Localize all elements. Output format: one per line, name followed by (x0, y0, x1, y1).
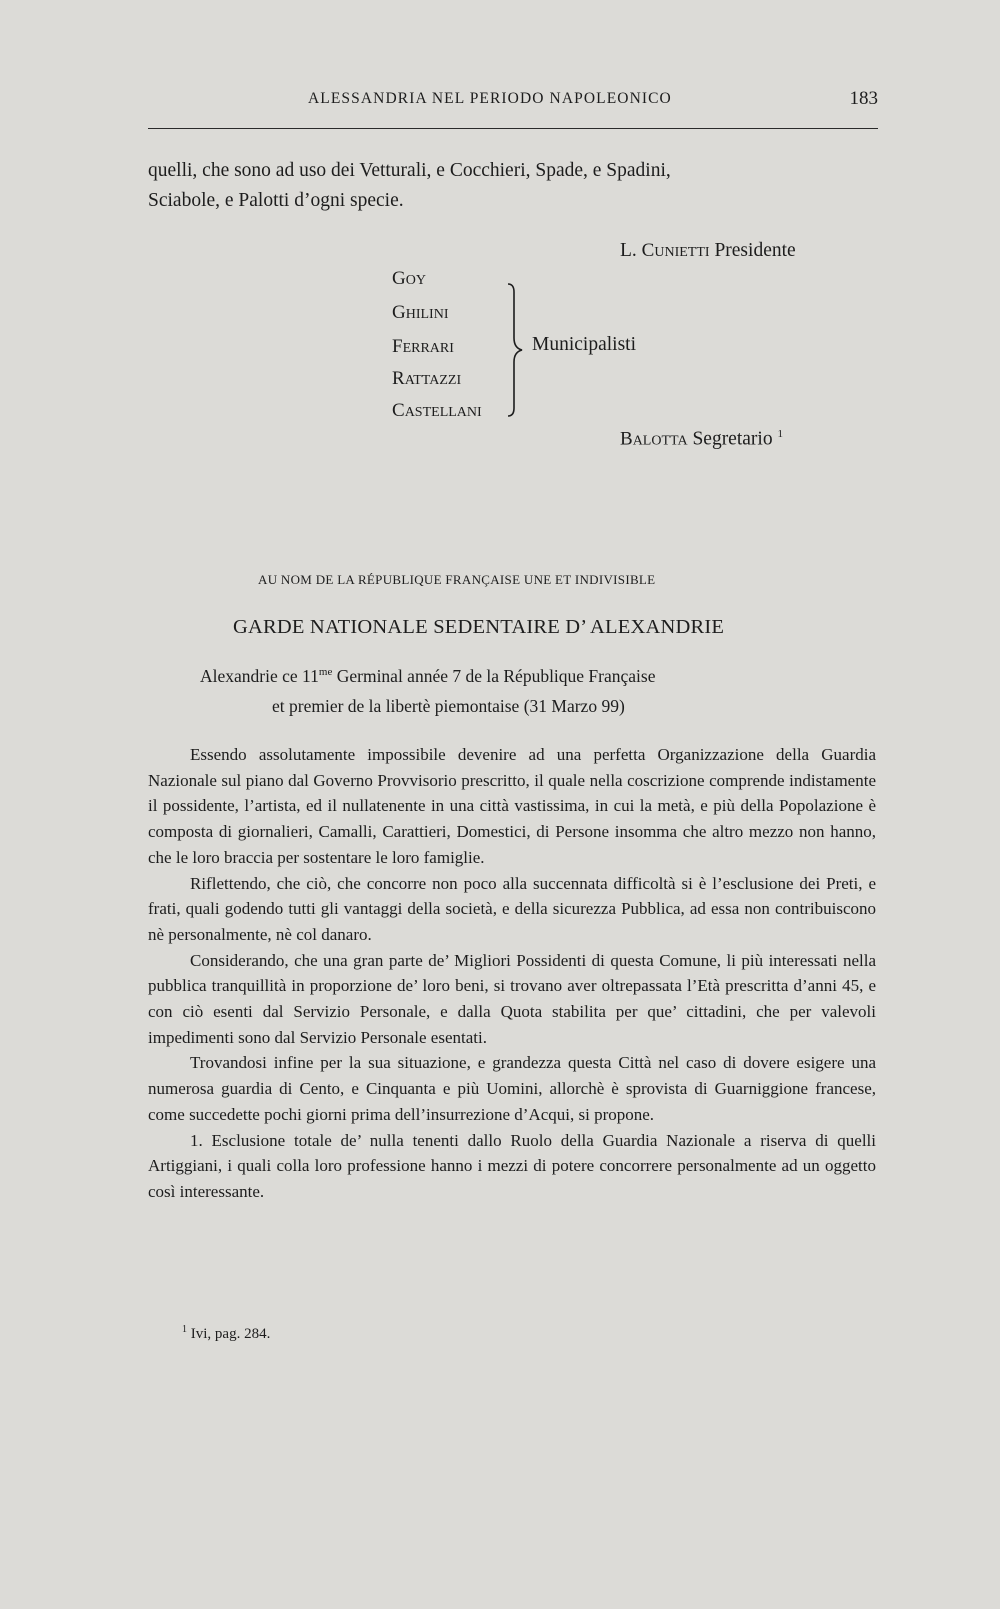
member-signature: GOY (392, 268, 426, 289)
footnote (182, 1324, 270, 1343)
member-signature: RATTAZZI (392, 368, 462, 389)
paragraph: 1. Esclusione totale de’ nulla tenenti dallo Ruolo della Guardia Nazionale a riserva di quelli Artiggiani, i quali colla loro professione hanno i mezzi di potere concorrere personalmente ad un oggetto così interessante. (148, 1130, 876, 1201)
running-title: ALESSANDRIA NEL PERIODO NAPOLEONICO (308, 90, 672, 107)
secretary-role: Segretario (692, 428, 773, 450)
header-rule (148, 128, 878, 129)
members-role: Municipalisti (532, 334, 636, 355)
paragraph: Trovandosi infine per la sua situazione, e grandezza questa Città nel caso di dovere esigere una numerosa guardia di Cento, e Cinquanta e più Uomini, allorchè è sprovista di Guarniggione francese, come succedette pochi giorni prima dell’insurrezione d’Acqui, si propone. (148, 1053, 876, 1124)
president-name-first: C (641, 240, 655, 261)
footnote-reference: 1 (777, 428, 783, 440)
page-number: 183 (849, 88, 878, 109)
page-header (148, 90, 878, 114)
footnote-text: Ivi, pag. 284. (187, 1326, 271, 1342)
president-name-rest: UNIETTI (654, 245, 710, 260)
curly-brace-icon (500, 280, 530, 420)
body-text (148, 742, 876, 1205)
secretary-signature: BALOTTA Segretario $^1$ (620, 428, 783, 450)
decree-date-line-1: Alexandrie ce $11^{me}$ Germinal année 7 de la République Française (200, 666, 656, 686)
continuation-line-1: quelli, che sono ad uso dei Vetturali, e Cocchieri, Spade, e Spadini, (148, 160, 671, 181)
continuation-line-2: Sciabole, e Palotti d’ogni specie. (148, 190, 404, 211)
paragraph: Riflettendo, che ciò, che concorre non poco alla succennata difficoltà si è l’esclusione dei Preti, e frati, quali godendo tutti gli vantaggi della società, e della sicurezza Pubblica, ad essa non contribuiscono nè personalmente, nè col danaro. (148, 873, 876, 944)
footnote-mark: 1 (182, 1324, 187, 1335)
member-signature: FERRARI (392, 336, 454, 357)
president-signature (620, 240, 796, 262)
president-initial: L. (620, 240, 637, 261)
decree-title: GARDE NATIONALE SEDENTAIRE D’ ALEXANDRIE (233, 616, 725, 638)
member-signature: GHILINI (392, 302, 449, 323)
president-role: Presidente (714, 240, 796, 261)
member-signature: CASTELLANI (392, 400, 482, 421)
decree-date-line-2: et premier de la libertè piemontaise (31 Marzo 99) (272, 696, 625, 716)
paragraph: Essendo assolutamente impossibile devenire ad una perfetta Organizzazione della Guardia Nazionale sul piano dal Governo Provvisorio prescritto, il quale nella coscrizione comprende indistamente il possidente, l’artista, ed il nullatenente in una città vastissima, in cui la metà, e più della Popolazione è composta di giornalieri, Camalli, Carattieri, Domestici, di Persone insomma che altro mezzo non hanno, che le loro braccia per sostentare le loro famiglie. (148, 745, 876, 867)
decree-heading: AU NOM DE LA RÉPUBLIQUE FRANÇAISE UNE ET INDIVISIBLE (258, 572, 656, 587)
paragraph: Considerando, che una gran parte de’ Migliori Possidenti di questa Comune, li più interessati nella pubblica tranquillità in proporzione de’ loro beni, si trovano aver oltrepassata l’Età prescritta d’anni 45, e con ciò esenti dal Servizio Personale, e dalla Quota stabilita per que’ cittadini, che per valevoli impedimenti sono dal Servizio Personale esentati. (148, 950, 876, 1047)
